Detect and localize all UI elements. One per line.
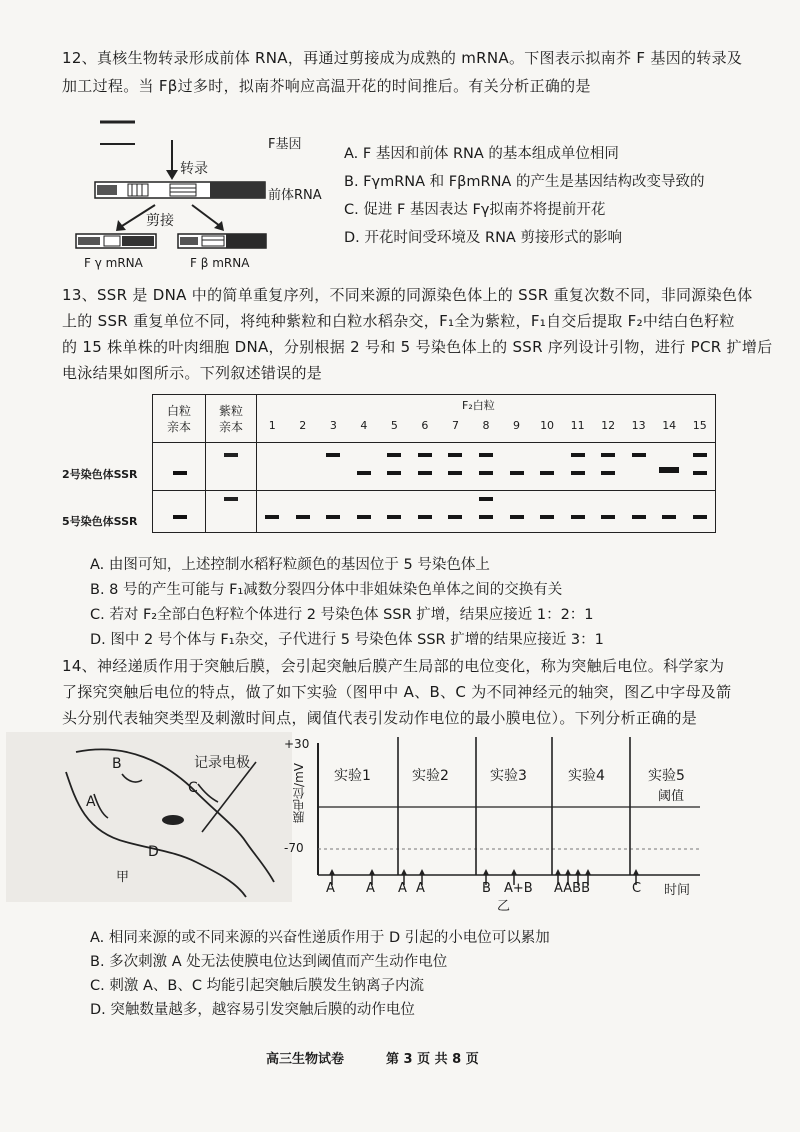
axon-b-label: B	[112, 756, 122, 772]
pre-rna-exon1	[97, 185, 117, 195]
band	[448, 453, 462, 457]
figure-jia	[6, 732, 292, 902]
experiment-1-label: 实验1	[334, 768, 371, 784]
figure-yi	[284, 735, 710, 915]
chr2-purple-lane	[206, 443, 257, 491]
band	[224, 497, 238, 501]
pre-rna-exon4	[210, 182, 265, 198]
band	[387, 515, 401, 519]
axon-a-terminal	[94, 794, 108, 818]
band	[326, 515, 340, 519]
stimulus-label: A	[366, 881, 375, 896]
sample-number-1: 1	[268, 419, 276, 432]
stimulus-arrow-head	[585, 869, 591, 875]
band	[693, 453, 707, 457]
band	[173, 515, 187, 519]
band	[601, 453, 615, 457]
figure-jia-caption: 甲	[116, 870, 130, 885]
band	[601, 515, 615, 519]
stimulus-label: AABB	[554, 881, 590, 896]
q12-stem-line2: 加工过程。当 Fβ过多时，拟南芥响应高温开花的时间推后。有关分析正确的是	[62, 77, 591, 95]
experiment-3-label: 实验3	[490, 768, 527, 784]
f2-samples-header	[257, 395, 716, 443]
stimulus-arrow-head	[419, 869, 425, 875]
band	[571, 471, 585, 475]
band	[601, 471, 615, 475]
band	[479, 497, 493, 501]
band	[632, 453, 646, 457]
sample-number-12: 12	[601, 419, 616, 432]
sample-number-3: 3	[329, 419, 337, 432]
stimulus-label: A	[416, 881, 425, 896]
f-gamma-mrna-label: F γ mRNA	[84, 256, 143, 270]
recording-electrode-label: 记录电极	[194, 755, 250, 771]
chr5-purple-lane	[206, 491, 257, 533]
stimulus-label: A+B	[504, 881, 533, 896]
q13-option-c: C. 若对 F₂全部白色籽粒个体进行 2 号染色体 SSR 扩增，结果应接近 1：2：1	[90, 607, 594, 623]
splice-arrow-right	[192, 205, 220, 226]
stimulus-arrow-head	[555, 869, 561, 875]
q12-option-c: C. 促进 F 基因表达 Fγ拟南芥将提前开花	[344, 202, 606, 218]
stimulus-arrow-head	[401, 869, 407, 875]
col-purple-line1: 紫粒	[218, 403, 243, 418]
band	[448, 471, 462, 475]
band	[571, 515, 585, 519]
q14-stem-line1: 14、神经递质作用于突触后膜，会引起突触后膜产生局部的电位变化，称为突触后电位。科学家为	[62, 657, 725, 675]
q12-option-a: A. F 基因和前体 RNA 的基本组成单位相同	[344, 146, 619, 162]
band	[693, 515, 707, 519]
col-white-line2: 亲本	[166, 419, 191, 434]
q14-option-c: C. 刺激 A、B、C 均能引起突触后膜发生钠离子内流	[90, 978, 425, 994]
band	[479, 453, 493, 457]
q12-option-d: D. 开花时间受环境及 RNA 剪接形式的影响	[344, 230, 622, 246]
sample-number-4: 4	[360, 419, 368, 432]
experiment-5-label: 实验5	[648, 768, 685, 784]
q13-option-d: D. 图中 2 号个体与 F₁杂交，子代进行 5 号染色体 SSR 扩增的结果应接近 3：1	[90, 632, 604, 648]
f-gene-label: F基因	[268, 137, 302, 152]
sample-number-13: 13	[631, 419, 646, 432]
f-beta-seg3	[226, 234, 266, 248]
stimulus-arrow-head	[483, 869, 489, 875]
band	[632, 515, 646, 519]
q13-option-b: B. 8 号的产生可能与 F₁减数分裂四分体中非姐妹染色单体之间的交换有关	[90, 582, 563, 598]
band	[479, 515, 493, 519]
y-bottom-label: -70	[284, 841, 304, 855]
band	[387, 453, 401, 457]
col-white-line1: 白粒	[166, 403, 191, 418]
band	[510, 515, 524, 519]
row-label-chr5-ssr: 5号染色体SSR	[62, 515, 138, 528]
sample-number-15: 15	[692, 419, 707, 432]
chr5-f2-lanes	[257, 491, 716, 533]
q14-option-d: D. 突触数量越多，越容易引发突触后膜的动作电位	[90, 1002, 415, 1018]
f-beta-mrna-label: F β mRNA	[190, 256, 250, 270]
band	[173, 471, 187, 475]
sample-number-6: 6	[421, 419, 429, 432]
stimulus-arrow-head	[633, 869, 639, 875]
stimulus-label: B	[482, 881, 491, 896]
stimulus-arrow-head	[369, 869, 375, 875]
experiment-2-label: 实验2	[412, 768, 449, 784]
q14-option-b: B. 多次刺激 A 处无法使膜电位达到阈值而产生动作电位	[90, 954, 448, 970]
q12-option-b: B. FγmRNA 和 FβmRNA 的产生是基因结构改变导致的	[344, 174, 705, 190]
membrane-potential-chart	[290, 735, 710, 915]
sample-number-11: 11	[570, 419, 585, 432]
q14-stem-line2: 了探究突触后电位的特点，做了如下实验（图甲中 A、B、C 为不同神经元的轴突，图乙中字母及箭	[62, 683, 732, 701]
band	[418, 515, 432, 519]
sample-number-5: 5	[390, 419, 398, 432]
band	[224, 453, 238, 457]
y-top-label: +30	[284, 737, 310, 751]
band	[510, 471, 524, 475]
q13-stem-line4: 电泳结果如图所示。下列叙述错误的是	[62, 364, 323, 382]
ssr-electrophoresis-table	[152, 394, 716, 533]
col-purple-line2: 亲本	[218, 419, 243, 434]
chr2-f2-lanes	[257, 443, 716, 491]
col-purple-parent	[206, 395, 257, 443]
sample-number-10: 10	[540, 419, 555, 432]
neuron-d-label: D	[148, 844, 159, 860]
figure-yi-caption: 乙	[497, 899, 511, 914]
sample-number-8: 8	[482, 419, 490, 432]
q14-option-a: A. 相同来源的或不同来源的兴奋性递质作用于 D 引起的小电位可以累加	[90, 930, 550, 946]
band	[479, 471, 493, 475]
col-white-parent	[153, 395, 206, 443]
band	[540, 515, 554, 519]
chr5-white-lane	[153, 491, 206, 533]
f-gamma-seg1	[78, 237, 100, 245]
band	[418, 471, 432, 475]
nucleus	[162, 815, 184, 825]
transcription-arrow-head	[166, 170, 178, 180]
q13-stem-line2: 上的 SSR 重复单位不同，将纯种紫粒和白粒水稻杂交，F₁全为紫粒，F₁自交后提取 F₂中结白色籽粒	[62, 312, 735, 330]
band	[540, 471, 554, 475]
stimulus-label: A	[326, 881, 335, 896]
f-gamma-seg3	[122, 236, 154, 246]
q13-stem-line1: 13、SSR 是 DNA 中的简单重复序列，不同来源的同源染色体上的 SSR 重复次数不同，非同源染色体	[62, 286, 753, 304]
f2-white-label: F₂白粒	[462, 399, 495, 412]
sample-number-2: 2	[299, 419, 307, 432]
sample-numbers	[257, 419, 715, 435]
band	[571, 453, 585, 457]
splicing-label: 剪接	[146, 213, 174, 229]
band	[418, 453, 432, 457]
band	[296, 515, 310, 519]
transcription-label: 转录	[180, 161, 208, 177]
y-axis-label: 膜电位/mV	[292, 763, 306, 823]
stimulus-arrow-head	[329, 869, 335, 875]
band	[387, 471, 401, 475]
band	[693, 471, 707, 475]
band	[326, 453, 340, 457]
sample-number-9: 9	[513, 419, 521, 432]
band	[357, 471, 371, 475]
neuron-outline-left	[66, 772, 246, 897]
axon-c-terminal	[198, 784, 218, 802]
time-label: 时间	[664, 883, 691, 898]
stimulus-arrow-head	[511, 869, 517, 875]
f-beta-seg1	[180, 237, 198, 245]
sample-number-7: 7	[451, 419, 459, 432]
q13-stem-line3: 的 15 株单株的叶肉细胞 DNA，分别根据 2 号和 5 号染色体上的 SSR 序列设计引物，进行 PCR 扩增后	[62, 338, 773, 356]
stimulus-arrow-head	[565, 869, 571, 875]
stimulus-label: C	[632, 881, 642, 896]
pre-rna-label: 前体RNA	[268, 188, 322, 203]
q12-stem-line1: 12、真核生物转录形成前体 RNA，再通过剪接成为成熟的 mRNA。下图表示拟南芥 F 基因的转录及	[62, 49, 743, 67]
band	[448, 515, 462, 519]
footer-title: 高三生物试卷	[266, 1052, 345, 1067]
footer-page: 第 3 页 共 8 页	[386, 1052, 479, 1067]
row-label-chr2-ssr: 2号染色体SSR	[62, 468, 138, 481]
q14-stem-line3: 头分别代表轴突类型及刺激时间点，阈值代表引发动作电位的最小膜电位）。下列分析正确的是	[62, 709, 698, 727]
axon-b-terminal	[122, 774, 142, 782]
band	[659, 467, 679, 473]
band	[662, 515, 676, 519]
axon-c-label: C	[188, 780, 198, 796]
threshold-label: 阈值	[658, 789, 685, 804]
chr2-white-lane	[153, 443, 206, 491]
band	[265, 515, 279, 519]
band	[357, 515, 371, 519]
axon-a-label: A	[86, 794, 96, 810]
experiment-4-label: 实验4	[568, 768, 605, 784]
stimulus-arrow-head	[575, 869, 581, 875]
q13-option-a: A. 由图可知，上述控制水稻籽粒颜色的基因位于 5 号染色体上	[90, 557, 490, 573]
stimulus-label: A	[398, 881, 407, 896]
sample-number-14: 14	[662, 419, 677, 432]
